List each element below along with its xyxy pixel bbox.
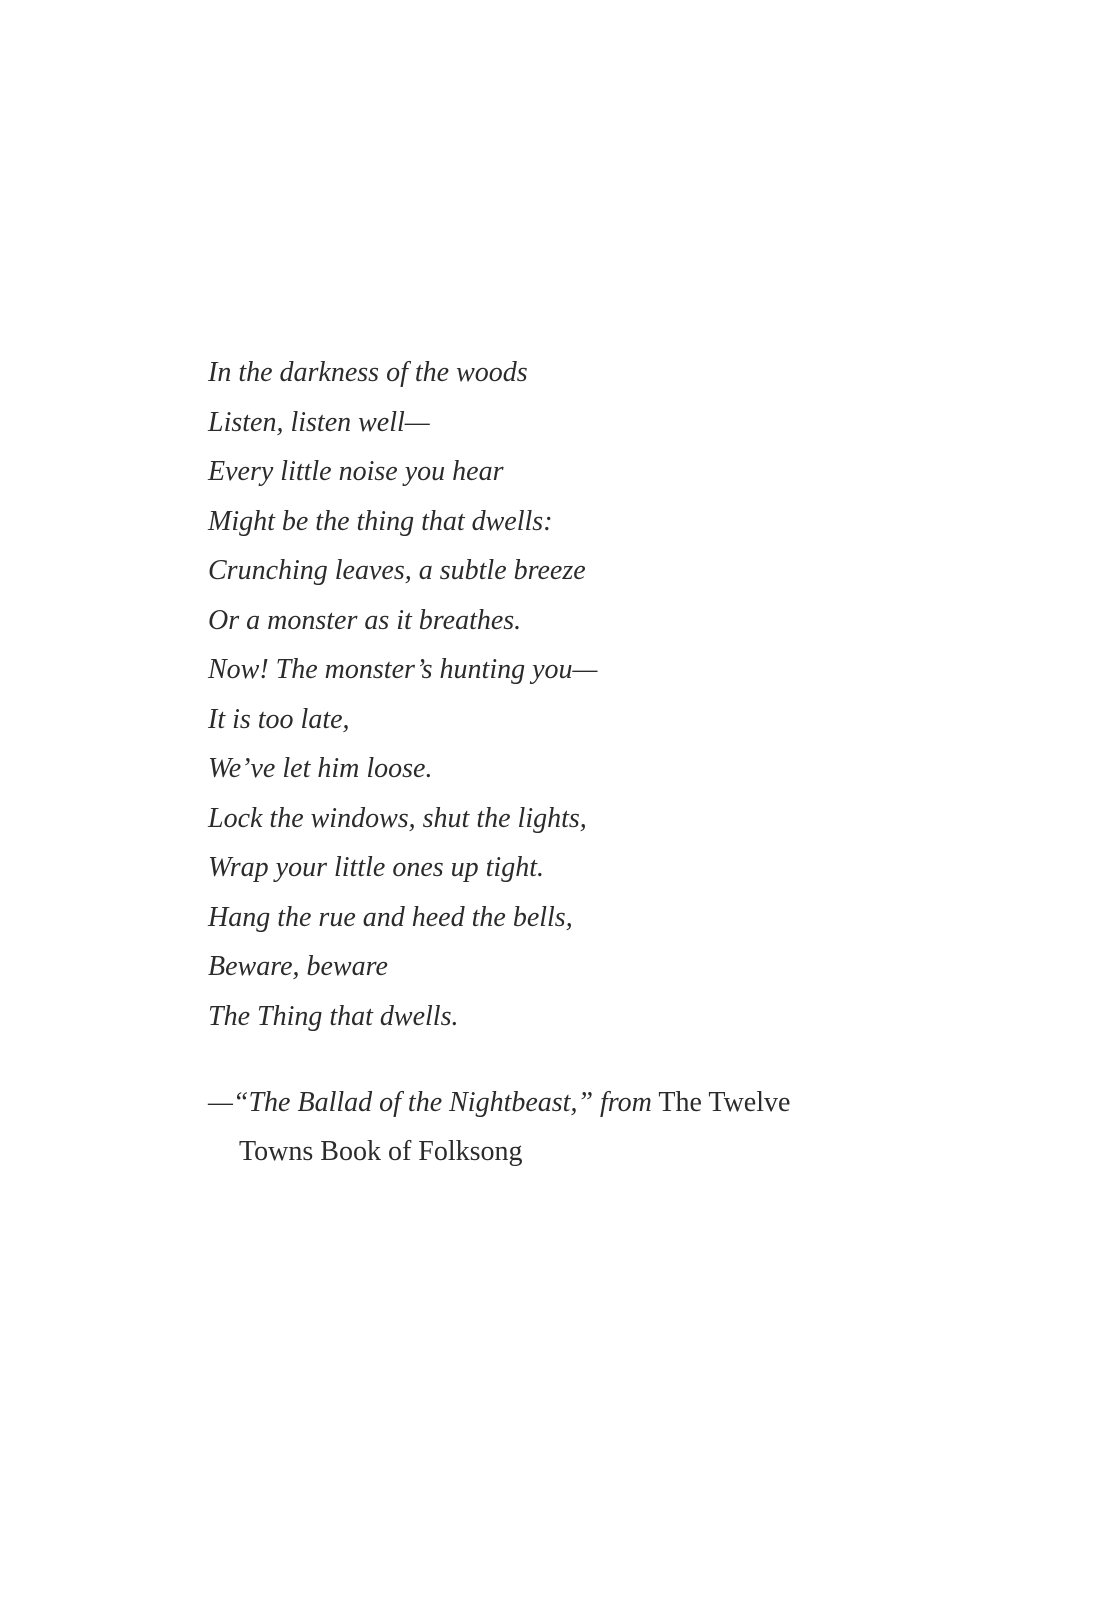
poem-line: Wrap your little ones up tight. [208,852,544,883]
book-title-part-2: Towns Book of Folksong [239,1136,523,1167]
attribution-line-2 [208,1127,868,1176]
ballad-title: —“The Ballad of the Nightbeast,” [208,1087,594,1118]
poem-line: Hang the rue and heed the bells, [208,901,573,933]
book-title-part-1: The Twelve [658,1087,791,1118]
poem-line: Listen, listen well— [208,406,430,438]
poem-line: Crunching leaves, a subtle breeze [208,555,586,586]
poem-line: Every little noise you hear [208,456,504,487]
poem-line: Might be the thing that dwells: [208,505,553,537]
attribution [208,1078,868,1176]
poem-line: Or a monster as it breathes. [208,604,522,636]
attribution-line-1 [208,1078,868,1127]
poem-line: In the darkness of the woods [208,357,528,388]
poem-line: Now! The monster’s hunting you— [208,654,598,685]
from-word: from [600,1087,652,1118]
poem-line: Beware, beware [208,951,388,982]
poem-line: It is too late, [208,703,350,735]
poem-line: Lock the windows, shut the lights, [208,802,587,834]
poem [208,348,908,1041]
poem-line: We’ve let him loose. [208,753,433,784]
poem-line: The Thing that dwells. [208,1000,459,1032]
